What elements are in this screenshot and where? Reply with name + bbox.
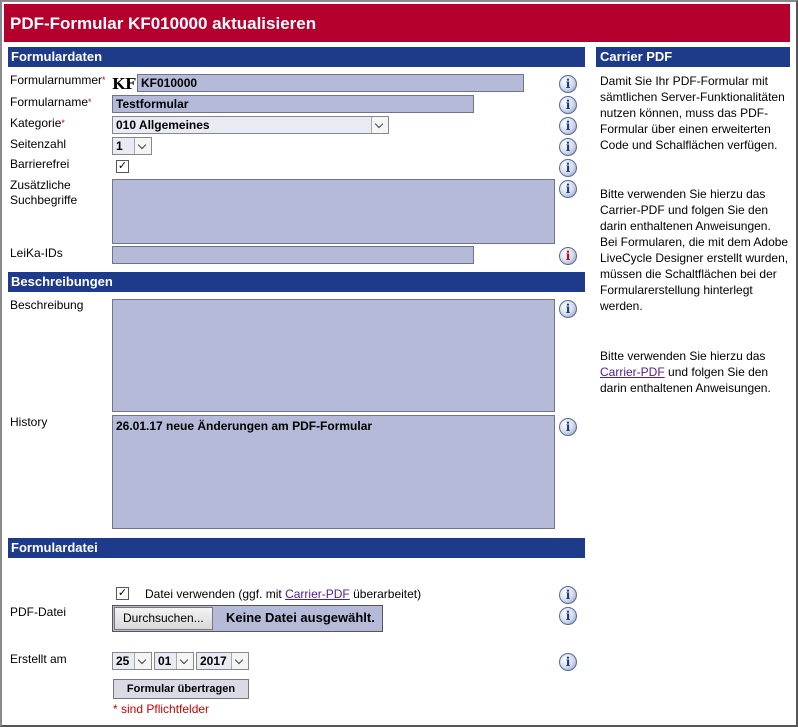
year-select[interactable]: 2017 <box>196 652 249 670</box>
formularnummer-field[interactable]: KF010000 <box>137 74 524 92</box>
kategorie-label: Kategorie* <box>10 116 65 130</box>
history-label: History <box>10 415 48 429</box>
datei-verwenden-label: Datei verwenden (ggf. mit Carrier-PDF überarbeitet) <box>145 587 422 601</box>
carrier-pdf-link-sidebar[interactable]: Carrier-PDF <box>600 365 665 379</box>
sidebar-para-1: Damit Sie Ihr PDF-Formular mit sämtlichen Server-Funktionalitäten nutzen können, muss das PDF-Formular über einen erweiterten Code und Schalflächen verfügen. <box>600 74 785 152</box>
info-icon-pdf-datei[interactable]: i <box>559 607 577 625</box>
info-icon-seitenzahl[interactable]: i <box>559 138 577 156</box>
beschreibung-textarea[interactable] <box>112 299 555 412</box>
history-textarea[interactable]: 26.01.17 neue Änderungen am PDF-Formular <box>112 415 555 529</box>
info-icon-barrierefrei[interactable]: i <box>559 159 577 177</box>
datei-verwenden-checkbox[interactable]: ✓ <box>117 587 128 599</box>
submit-button[interactable]: Formular übertragen <box>113 679 249 699</box>
month-select[interactable]: 01 <box>154 652 194 670</box>
pdf-datei-status: Keine Datei ausgewählt. <box>226 610 375 625</box>
sidebar-para-3: Bitte verwenden Sie hierzu das Carrier-PDF und folgen Sie den darin enthaltenen Anweisungen. <box>600 349 771 395</box>
suchbegriffe-textarea[interactable] <box>112 179 555 244</box>
info-icon-erstellt-am[interactable]: i <box>559 653 577 671</box>
page-title: PDF-Formular KF010000 aktualisieren <box>4 4 790 42</box>
section-beschreibungen: Beschreibungen <box>8 272 585 292</box>
section-formulardaten: Formulardaten <box>8 47 585 67</box>
seitenzahl-label: Seitenzahl <box>10 137 67 151</box>
barrierefrei-checkbox[interactable]: ✓ <box>117 160 128 172</box>
chevron-down-icon <box>134 653 151 669</box>
leika-label: LeiKa-IDs <box>10 246 63 260</box>
chevron-down-icon <box>134 138 151 154</box>
info-icon-formularnummer[interactable]: i <box>559 75 577 93</box>
info-icon-beschreibung[interactable]: i <box>559 300 577 318</box>
sidebar-para-2: Bitte verwenden Sie hierzu das Carrier-PDF und folgen Sie den darin enthaltenen Anweisungen. Bei Formularen, die mit dem Adobe LiveCycle Designer erstellt wurden, müssen die Schaltflächen bei der Formularerstellung hinterlegt werden. <box>600 187 789 313</box>
leika-field[interactable] <box>112 246 474 264</box>
formularnummer-label: Formularnummer* <box>10 73 106 87</box>
info-icon-history[interactable]: i <box>559 418 577 436</box>
info-icon-formularname[interactable]: i <box>559 96 577 114</box>
section-formulardatei: Formulardatei <box>8 538 585 558</box>
sidebar-title: Carrier PDF <box>596 47 790 67</box>
kategorie-select[interactable]: 010 Allgemeines <box>112 116 389 134</box>
formularname-label: Formularname* <box>10 95 92 109</box>
info-icon-kategorie[interactable]: i <box>559 117 577 135</box>
day-select[interactable]: 25 <box>112 652 152 670</box>
suchbegriffe-label: Zusätzliche Suchbegriffe <box>10 178 78 207</box>
pdf-datei-label: PDF-Datei <box>10 605 67 619</box>
barrierefrei-label: Barrierefrei <box>10 157 70 171</box>
info-icon-leika[interactable]: i <box>559 247 577 265</box>
formularname-field[interactable]: Testformular <box>112 95 474 113</box>
formularnummer-prefix: KF <box>112 75 136 93</box>
info-icon-suchbegriffe[interactable]: i <box>559 180 577 198</box>
chevron-down-icon <box>231 653 248 669</box>
chevron-down-icon <box>371 117 388 133</box>
required-hint: * sind Pflichtfelder <box>113 702 210 716</box>
info-icon-datei-verwenden[interactable]: i <box>559 586 577 604</box>
erstellt-am-label: Erstellt am <box>10 652 67 666</box>
seitenzahl-select[interactable]: 1 <box>112 137 152 155</box>
browse-button[interactable]: Durchsuchen... <box>114 607 213 630</box>
beschreibung-label: Beschreibung <box>10 298 84 312</box>
carrier-pdf-link-file[interactable]: Carrier-PDF <box>285 587 350 601</box>
chevron-down-icon <box>176 653 193 669</box>
